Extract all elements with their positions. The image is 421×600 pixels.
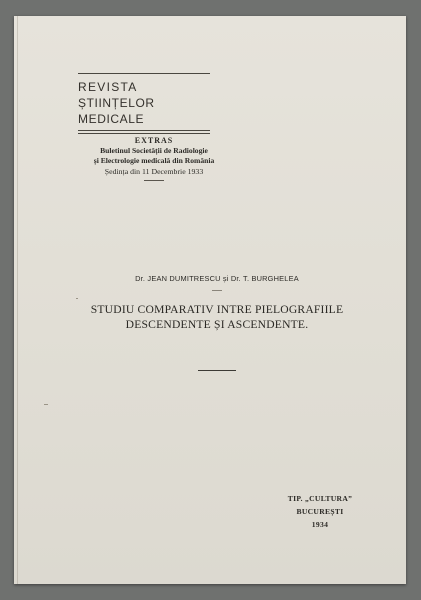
bulletin-line2: și Electrologie medicală din România — [93, 156, 215, 165]
article-title — [84, 302, 350, 332]
center-divider — [198, 370, 236, 371]
paper-speck — [44, 404, 48, 405]
printer-year: 1934 — [311, 520, 329, 529]
authors-line: Dr. JEAN DUMITRESCU și Dr. T. BURGHELEA — [135, 274, 299, 283]
journal-masthead — [78, 73, 210, 134]
journal-name-line2: ȘTIINȚELOR MEDICALE — [78, 96, 155, 126]
journal-name-line1: REVISTA — [78, 80, 138, 94]
printer-city: BUCUREȘTI — [296, 507, 344, 516]
printer-name: TIP. „CULTURA” — [287, 494, 353, 503]
masthead-top-rule — [78, 73, 210, 74]
printer-imprint — [272, 492, 368, 531]
bulletin-line1: Buletinul Societății de Radiologie — [100, 146, 208, 155]
extract-label: EXTRAS — [134, 136, 174, 145]
title-line2: DESCENDENTE ȘI ASCENDENTE. — [125, 318, 309, 331]
extract-divider — [144, 180, 164, 181]
title-line1: STUDIU COMPARATIV INTRE PIELOGRAFIILE — [90, 303, 344, 316]
booklet-cover — [14, 16, 406, 584]
session-date: Ședința din 11 Decembrie 1933 — [104, 167, 204, 176]
extract-block — [62, 135, 246, 181]
paper-speck — [76, 298, 78, 299]
masthead-bottom-rule — [78, 130, 210, 134]
authors-divider — [212, 290, 222, 291]
